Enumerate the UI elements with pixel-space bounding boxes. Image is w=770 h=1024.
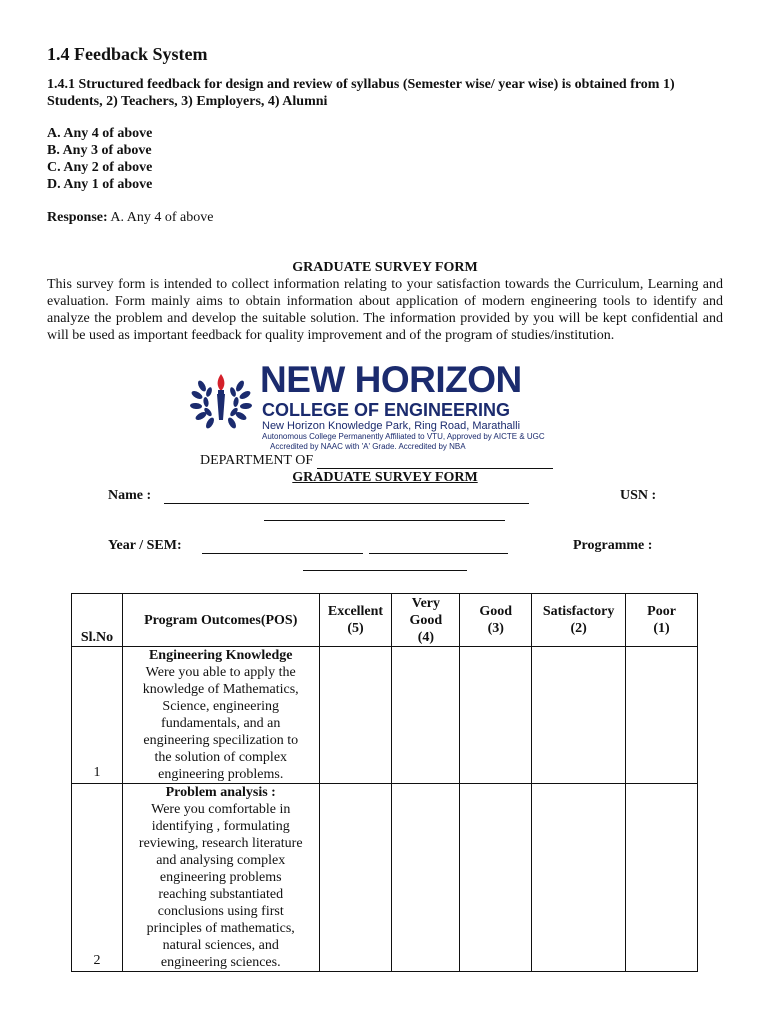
- row-slno: 2: [72, 784, 123, 972]
- survey-title: GRADUATE SURVEY FORM: [292, 260, 478, 275]
- header-satisfactory-score: (2): [570, 621, 587, 636]
- outcome-line: knowledge of Mathematics,: [142, 682, 299, 697]
- header-poor-score: (1): [653, 621, 670, 636]
- usn-label: USN :: [620, 488, 657, 503]
- option-d: D. Any 1 of above: [47, 177, 153, 192]
- form-title: GRADUATE SURVEY FORM: [292, 470, 478, 485]
- logo-subtitle: COLLEGE OF ENGINEERING: [262, 400, 511, 420]
- department-label: DEPARTMENT OF: [200, 453, 314, 468]
- header-good-label: Good: [479, 604, 513, 619]
- header-very-good-label-2: Good: [409, 612, 443, 628]
- header-poor: [626, 594, 698, 647]
- outcome-line: reviewing, research literature: [138, 836, 303, 851]
- outcome-line: reaching substantiated: [158, 887, 284, 902]
- outcome-line: and analysing complex: [156, 853, 286, 868]
- outcome-title: Engineering Knowledge: [148, 648, 293, 663]
- header-program-outcomes: Program Outcomes(POS): [122, 594, 319, 647]
- header-very-good-score: (4): [417, 629, 435, 645]
- rating-cell-excellent[interactable]: [319, 647, 392, 784]
- programme-label: Programme :: [573, 538, 653, 553]
- rating-cell-satisfactory[interactable]: [532, 647, 626, 784]
- department-field: [200, 453, 553, 469]
- rating-cell-very-good[interactable]: [392, 647, 460, 784]
- logo-affiliation: Autonomous College Permanently Affiliated to VTU, Approved by AICTE & UGC: [262, 432, 545, 441]
- outcome-line: Were you comfortable in: [151, 802, 291, 817]
- header-very-good-label-1: Very: [411, 595, 441, 611]
- row-outcome-description: [122, 784, 319, 972]
- rating-cell-good[interactable]: [460, 647, 532, 784]
- outcome-line: natural sciences, and: [162, 938, 279, 953]
- rating-cell-poor[interactable]: [626, 647, 698, 784]
- name-blank-continued[interactable]: [264, 519, 505, 521]
- outcome-line: engineering problems.: [158, 767, 284, 782]
- header-satisfactory: [532, 594, 626, 647]
- rating-cell-satisfactory[interactable]: [532, 784, 626, 972]
- section-heading: 1.4 Feedback System: [47, 44, 208, 64]
- year-sem-blank-continued[interactable]: [303, 569, 467, 571]
- row-slno: 1: [72, 647, 123, 784]
- header-satisfactory-label: Satisfactory: [542, 604, 615, 619]
- outcome-line: Were you able to apply the: [145, 665, 296, 680]
- outcome-line: engineering sciences.: [160, 955, 281, 970]
- table-header-row: [72, 594, 698, 647]
- option-b: B. Any 3 of above: [47, 143, 152, 158]
- outcome-line: engineering specilization to: [143, 733, 299, 748]
- rating-cell-excellent[interactable]: [319, 784, 392, 972]
- response-label: Response:: [47, 210, 108, 225]
- header-excellent-score: (5): [347, 621, 364, 636]
- outcome-line: the solution of complex: [154, 750, 288, 765]
- header-good-score: (3): [487, 621, 504, 636]
- table-row: [72, 784, 698, 972]
- rating-cell-good[interactable]: [460, 784, 532, 972]
- outcome-title: Problem analysis :: [165, 785, 276, 800]
- header-excellent: [319, 594, 392, 647]
- logo-title: NEW HORIZON: [260, 359, 522, 400]
- header-very-good: [392, 594, 460, 647]
- option-a: A. Any 4 of above: [47, 126, 153, 141]
- survey-intro: This survey form is intended to collect information relating to your satisfaction towards the Curriculum, Learning and evaluation. Form mainly aims to obtain information about application of modern engineering tools to identify and analyze the problem and develop the suitable solution. The information provided by you will be kept confidential and will be used as important feedback for quality improvement and of the program of studies/institution.: [47, 277, 723, 343]
- logo-address: New Horizon Knowledge Park, Ring Road, Marathalli: [262, 420, 521, 432]
- department-blank[interactable]: [317, 454, 553, 469]
- row-outcome-description: [122, 647, 319, 784]
- response-value: A. Any 4 of above: [107, 210, 214, 225]
- rating-cell-poor[interactable]: [626, 784, 698, 972]
- college-logo: [190, 359, 590, 456]
- outcome-line: conclusions using first: [157, 904, 284, 919]
- name-blank[interactable]: [164, 502, 529, 504]
- outcome-line: Science, engineering: [162, 699, 280, 714]
- year-blank[interactable]: [202, 552, 363, 554]
- outcome-line: principles of mathematics,: [146, 921, 295, 936]
- name-label: Name :: [108, 488, 152, 503]
- outcome-line: engineering problems: [159, 870, 282, 885]
- header-poor-label: Poor: [647, 604, 676, 619]
- logo-accreditation: Accredited by NAAC with 'A' Grade. Accredited by NBA: [270, 442, 466, 451]
- survey-table: [71, 593, 698, 972]
- table-row: [72, 647, 698, 784]
- rating-cell-very-good[interactable]: [392, 784, 460, 972]
- outcome-line: fundamentals, and an: [161, 716, 281, 731]
- outcome-line: identifying , formulating: [151, 819, 290, 834]
- question-text: 1.4.1 Structured feedback for design and review of syllabus (Semester wise/ year wise) is obtained from 1) Students, 2) Teachers, 3) Employers, 4) Alumni: [47, 77, 675, 109]
- sem-blank[interactable]: [369, 552, 508, 554]
- laurel-torch-emblem-icon: [190, 368, 252, 432]
- header-good: [460, 594, 532, 647]
- option-c: C. Any 2 of above: [47, 160, 153, 175]
- header-slno: Sl.No: [72, 594, 123, 647]
- header-excellent-label: Excellent: [327, 604, 384, 619]
- year-sem-label: Year / SEM:: [108, 538, 182, 553]
- response-line: [47, 210, 213, 226]
